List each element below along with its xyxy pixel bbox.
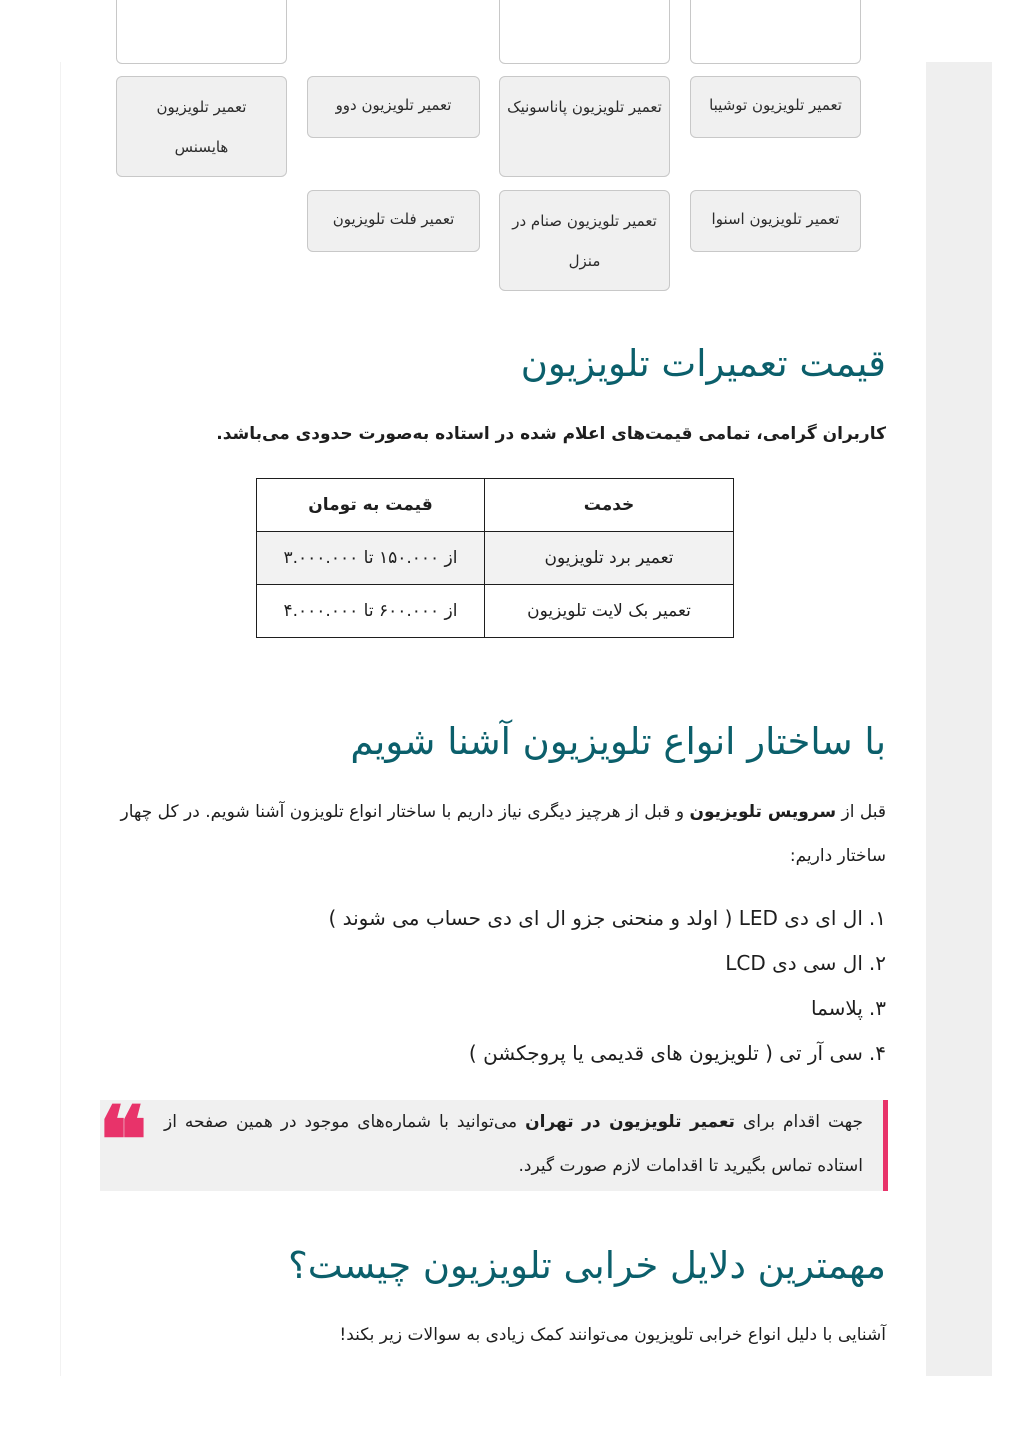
list-number: ۱. xyxy=(868,906,886,930)
link-button-daewoo[interactable]: تعمیر تلویزیون دوو xyxy=(307,76,480,138)
list-number: ۴. xyxy=(868,1041,886,1065)
list-text: سی آر تی ( تلویزیون های قدیمی یا پروجکشن ) xyxy=(468,1041,863,1065)
table-row xyxy=(257,532,734,585)
link-button-flat[interactable]: تعمیر فلت تلویزیون xyxy=(307,190,480,252)
table-header-service: خدمت xyxy=(485,479,734,532)
link-button-hisense[interactable]: تعمیر تلویزیون هایسنس xyxy=(116,76,287,177)
price-table xyxy=(256,478,734,638)
reasons-section-title: مهمترین دلایل خرابی تلویزیون چیست؟ xyxy=(288,1244,886,1287)
list-item xyxy=(100,896,886,941)
table-cell-price: از ۱۵۰.۰۰۰ تا ۳.۰۰۰.۰۰۰ xyxy=(257,532,485,585)
table-header-row xyxy=(257,479,734,532)
table-row xyxy=(257,585,734,638)
table-header-price: قیمت به تومان xyxy=(257,479,485,532)
link-button-snowa[interactable]: تعمیر تلویزیون اسنوا xyxy=(690,190,861,252)
quote-icon: ❝ xyxy=(98,1086,148,1194)
table-cell-service: تعمیر برد تلویزیون xyxy=(485,532,734,585)
list-item xyxy=(100,1031,886,1076)
list-text: ال سی دی LCD xyxy=(725,951,863,975)
link-button-clipped[interactable] xyxy=(690,0,861,64)
structure-section-title: با ساختار انواع تلویزیون آشنا شویم xyxy=(350,720,886,763)
table-cell-price: از ۶۰۰.۰۰۰ تا ۴.۰۰۰.۰۰۰ xyxy=(257,585,485,638)
structure-intro-before: قبل از xyxy=(836,802,886,822)
service-link-text[interactable]: سرویس تلویزیون xyxy=(689,802,837,822)
price-note: کاربران گرامی، تمامی قیمت‌های اعلام شده در استاده به‌صورت حدودی می‌باشد. xyxy=(216,424,886,444)
list-number: ۲. xyxy=(868,951,886,975)
link-button-clipped[interactable] xyxy=(116,0,287,64)
list-item xyxy=(100,986,886,1031)
link-button-clipped[interactable] xyxy=(499,0,670,64)
link-button-panasonic[interactable]: تعمیر تلویزیون پاناسونیک xyxy=(499,76,670,177)
quote-bold-link[interactable]: تعمیر تلویزیون در تهران xyxy=(525,1112,735,1132)
quote-text xyxy=(164,1100,863,1188)
quote-after: می‌توانید با شماره‌های موجود در همین صفحه از استاده تماس بگیرید تا اقدامات لازم صورت گیرد. xyxy=(164,1112,863,1176)
link-button-sanam[interactable]: تعمیر تلویزیون صنام در منزل xyxy=(499,190,670,291)
list-text: ال ای دی LED ( اولد و منحنی جزو ال ای دی حساب می شوند ) xyxy=(328,906,863,930)
structure-intro xyxy=(100,790,886,878)
list-text: پلاسما xyxy=(810,996,863,1020)
list-number: ۳. xyxy=(868,996,886,1020)
list-item xyxy=(100,941,886,986)
price-section-title: قیمت تعمیرات تلویزیون xyxy=(520,342,886,385)
main-content xyxy=(60,0,926,1449)
quote-box xyxy=(98,1086,888,1194)
sidebar xyxy=(926,62,992,1376)
reasons-intro: آشنایی با دلیل انواع خرابی تلویزیون می‌توانند کمک زیادی به سوالات زیر بکند! xyxy=(339,1325,886,1345)
table-cell-service: تعمیر بک لایت تلویزیون xyxy=(485,585,734,638)
tv-types-list xyxy=(100,896,886,1076)
quote-before: جهت اقدام برای xyxy=(734,1112,863,1132)
link-button-toshiba[interactable]: تعمیر تلویزیون توشیبا xyxy=(690,76,861,138)
structure-intro-after: و قبل از هرچیز دیگری نیاز داریم با ساختار انواع تلویزون آشنا شویم. در کل چهار ساختار داریم: xyxy=(120,802,886,866)
